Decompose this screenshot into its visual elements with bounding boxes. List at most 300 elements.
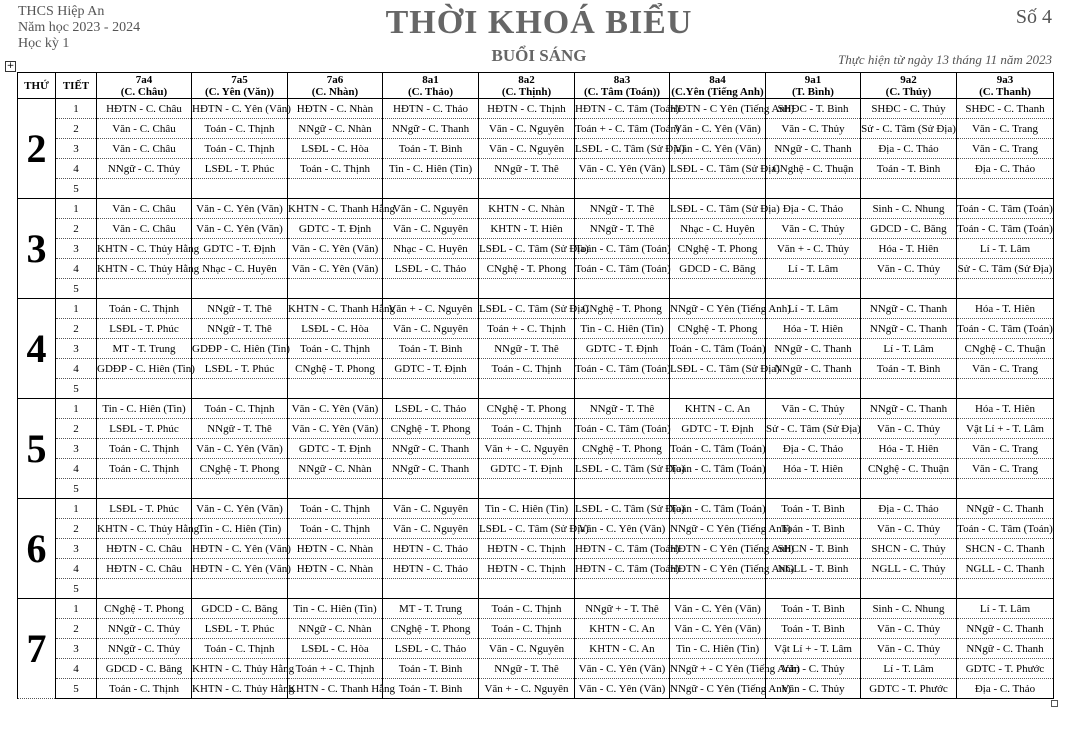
schedule-cell[interactable]: NNgữ - C Yên (Tiếng Anh) (670, 679, 766, 699)
schedule-cell[interactable]: Lí - T. Lâm (766, 259, 861, 279)
schedule-cell[interactable] (97, 279, 192, 299)
schedule-cell[interactable]: KHTN - C. An (670, 399, 766, 419)
schedule-cell[interactable]: Văn - C. Trang (957, 119, 1054, 139)
schedule-cell[interactable]: Lí - T. Lâm (957, 599, 1054, 619)
schedule-cell[interactable]: Sinh - C. Nhung (861, 199, 957, 219)
schedule-cell[interactable]: Toán - C. Tâm (Toán) (957, 319, 1054, 339)
schedule-cell[interactable]: Toán - T. Bình (861, 359, 957, 379)
schedule-cell[interactable]: Toán - C. Thịnh (479, 599, 575, 619)
schedule-cell[interactable]: Địa - C. Thảo (766, 439, 861, 459)
schedule-cell[interactable]: HĐTN - C. Yên (Văn) (192, 539, 288, 559)
schedule-cell[interactable]: Toán - C. Tâm (Toán) (670, 439, 766, 459)
schedule-cell[interactable]: SHĐC - C. Thủy (861, 99, 957, 119)
schedule-cell[interactable]: LSĐL - C. Hòa (288, 319, 383, 339)
schedule-cell[interactable]: KHTN - T. Hiên (479, 219, 575, 239)
schedule-cell[interactable] (479, 179, 575, 199)
schedule-cell[interactable]: Văn - C. Nguyên (479, 119, 575, 139)
schedule-cell[interactable]: HĐTN - C. Yên (Văn) (192, 559, 288, 579)
schedule-cell[interactable]: Toán - T. Bình (383, 679, 479, 699)
schedule-cell[interactable] (766, 279, 861, 299)
schedule-cell[interactable]: GDTC - T. Định (383, 359, 479, 379)
schedule-cell[interactable]: Văn + - C. Nguyên (479, 679, 575, 699)
schedule-cell[interactable]: CNghệ - C. Thuận (957, 339, 1054, 359)
schedule-cell[interactable]: LSĐL - T. Phúc (97, 319, 192, 339)
schedule-cell[interactable] (957, 579, 1054, 599)
schedule-cell[interactable]: NNgữ - C. Thanh (861, 319, 957, 339)
schedule-cell[interactable]: Văn - C. Yên (Văn) (288, 399, 383, 419)
schedule-cell[interactable]: Toán - T. Bình (383, 139, 479, 159)
schedule-cell[interactable]: KHTN - C. Thủy Hằng (97, 519, 192, 539)
schedule-cell[interactable]: KHTN - C. An (575, 619, 670, 639)
schedule-cell[interactable]: Toán - C. Thịnh (479, 619, 575, 639)
schedule-cell[interactable] (383, 279, 479, 299)
schedule-cell[interactable]: GDTC - T. Định (479, 459, 575, 479)
schedule-cell[interactable]: Địa - C. Thảo (861, 499, 957, 519)
schedule-cell[interactable]: LSĐL - C. Tâm (Sử Địa) (575, 499, 670, 519)
schedule-cell[interactable]: Văn - C. Trang (957, 359, 1054, 379)
schedule-cell[interactable]: GDTC - T. Định (288, 439, 383, 459)
schedule-cell[interactable] (766, 579, 861, 599)
schedule-cell[interactable]: Văn - C. Yên (Văn) (192, 219, 288, 239)
schedule-cell[interactable]: Toán - T. Bình (766, 499, 861, 519)
schedule-cell[interactable]: CNghệ - T. Phong (192, 459, 288, 479)
schedule-cell[interactable] (670, 579, 766, 599)
schedule-cell[interactable] (575, 479, 670, 499)
schedule-cell[interactable]: LSĐL - C. Tâm (Sử Địa) (670, 159, 766, 179)
schedule-cell[interactable]: Sinh - C. Nhung (861, 599, 957, 619)
schedule-cell[interactable] (670, 279, 766, 299)
schedule-cell[interactable]: MT - T. Trung (97, 339, 192, 359)
schedule-cell[interactable] (288, 179, 383, 199)
schedule-cell[interactable] (97, 179, 192, 199)
schedule-cell[interactable]: Toán - T. Bình (383, 339, 479, 359)
schedule-cell[interactable] (861, 179, 957, 199)
schedule-cell[interactable]: NNgữ - C Yên (Tiếng Anh) (670, 519, 766, 539)
schedule-cell[interactable]: CNghệ - T. Phong (575, 439, 670, 459)
schedule-cell[interactable]: GDCD - C. Băng (97, 659, 192, 679)
schedule-cell[interactable]: SHCN - C. Thủy (861, 539, 957, 559)
schedule-cell[interactable]: HĐTN - C. Châu (97, 99, 192, 119)
schedule-cell[interactable]: Văn - C. Châu (97, 199, 192, 219)
schedule-cell[interactable]: Văn - C. Yên (Văn) (288, 419, 383, 439)
schedule-cell[interactable] (957, 179, 1054, 199)
schedule-cell[interactable]: Văn - C. Thủy (861, 619, 957, 639)
schedule-cell[interactable] (383, 579, 479, 599)
schedule-cell[interactable]: KHTN - C. Nhàn (479, 199, 575, 219)
schedule-cell[interactable]: NNgữ - C. Nhàn (288, 459, 383, 479)
schedule-cell[interactable]: NNgữ - C. Thanh (383, 459, 479, 479)
schedule-cell[interactable] (383, 379, 479, 399)
schedule-cell[interactable]: HĐTN - C. Châu (97, 539, 192, 559)
schedule-cell[interactable]: GDTC - T. Phước (861, 679, 957, 699)
schedule-cell[interactable]: NGLL - C. Thanh (957, 559, 1054, 579)
schedule-cell[interactable]: NNgữ - T. Thê (192, 299, 288, 319)
schedule-cell[interactable]: Văn - C. Thủy (766, 679, 861, 699)
schedule-cell[interactable]: MT - T. Trung (383, 599, 479, 619)
schedule-cell[interactable]: SHĐC - T. Bình (766, 99, 861, 119)
schedule-cell[interactable]: Nhạc - C. Huyên (383, 239, 479, 259)
schedule-cell[interactable]: HĐTN - C. Nhàn (288, 559, 383, 579)
schedule-cell[interactable]: LSĐL - T. Phúc (192, 159, 288, 179)
schedule-cell[interactable]: LSĐL - T. Phúc (97, 419, 192, 439)
schedule-cell[interactable]: Toán - C. Tâm (Toán) (957, 219, 1054, 239)
schedule-cell[interactable]: SHCN - T. Bình (766, 539, 861, 559)
schedule-cell[interactable]: Toán - C. Thịnh (479, 419, 575, 439)
schedule-cell[interactable]: LSĐL - T. Phúc (192, 619, 288, 639)
schedule-cell[interactable]: Tin - C. Hiên (Tin) (97, 399, 192, 419)
schedule-cell[interactable]: Toán - C. Tâm (Toán) (575, 259, 670, 279)
schedule-cell[interactable]: NGLL - C. Thủy (861, 559, 957, 579)
schedule-cell[interactable]: LSĐL - C. Tâm (Sử Địa) (575, 139, 670, 159)
schedule-cell[interactable] (479, 479, 575, 499)
schedule-cell[interactable]: Hóa - T. Hiên (957, 299, 1054, 319)
schedule-cell[interactable]: Hóa - T. Hiên (957, 399, 1054, 419)
schedule-cell[interactable]: Văn + - C. Nguyên (479, 439, 575, 459)
schedule-cell[interactable] (861, 379, 957, 399)
schedule-cell[interactable] (192, 579, 288, 599)
schedule-cell[interactable]: Toán - C. Tâm (Toán) (957, 519, 1054, 539)
schedule-cell[interactable]: NNgữ - C. Thanh (766, 359, 861, 379)
schedule-cell[interactable]: HĐTN - C. Nhàn (288, 99, 383, 119)
schedule-cell[interactable]: HĐTN - C. Tâm (Toán) (575, 99, 670, 119)
schedule-cell[interactable]: Toán - C. Thịnh (192, 139, 288, 159)
schedule-cell[interactable]: NGLL - T. Bình (766, 559, 861, 579)
schedule-cell[interactable] (670, 479, 766, 499)
schedule-cell[interactable]: Văn - C. Thủy (766, 659, 861, 679)
schedule-cell[interactable]: HĐTN - C. Thảo (383, 539, 479, 559)
schedule-cell[interactable] (957, 479, 1054, 499)
table-resize-handle[interactable] (1051, 700, 1058, 707)
schedule-cell[interactable]: NNgữ - T. Thê (479, 659, 575, 679)
schedule-cell[interactable]: KHTN - C. Thanh Hằng (288, 199, 383, 219)
schedule-cell[interactable]: NNgữ - T. Thê (575, 219, 670, 239)
schedule-cell[interactable]: CNghệ - T. Phong (479, 399, 575, 419)
schedule-cell[interactable]: KHTN - C. Thủy Hằng (192, 679, 288, 699)
schedule-cell[interactable]: Vật Lí + - T. Lâm (766, 639, 861, 659)
schedule-cell[interactable] (192, 279, 288, 299)
schedule-cell[interactable]: Văn - C. Yên (Văn) (575, 679, 670, 699)
schedule-cell[interactable]: NNgữ - C. Nhàn (288, 119, 383, 139)
schedule-cell[interactable]: GDCD - C. Băng (861, 219, 957, 239)
schedule-cell[interactable]: Văn - C. Nguyên (479, 639, 575, 659)
schedule-cell[interactable]: HĐTN - C. Tâm (Toán) (575, 559, 670, 579)
schedule-cell[interactable] (575, 179, 670, 199)
schedule-cell[interactable]: Văn - C. Yên (Văn) (192, 499, 288, 519)
schedule-cell[interactable]: Văn - C. Yên (Văn) (192, 439, 288, 459)
schedule-cell[interactable]: Văn - C. Yên (Văn) (575, 659, 670, 679)
schedule-cell[interactable]: GDĐP - C. Hiên (Tin) (97, 359, 192, 379)
schedule-cell[interactable]: Văn - C. Châu (97, 219, 192, 239)
schedule-cell[interactable]: SHĐC - C. Thanh (957, 99, 1054, 119)
schedule-cell[interactable]: GDTC - T. Định (192, 239, 288, 259)
schedule-cell[interactable] (288, 479, 383, 499)
schedule-cell[interactable]: KHTN - C. Thủy Hằng (192, 659, 288, 679)
schedule-cell[interactable]: Tin - C. Hiên (Tin) (670, 639, 766, 659)
schedule-cell[interactable]: CNghệ - T. Phong (575, 299, 670, 319)
schedule-cell[interactable]: Văn - C. Thủy (766, 119, 861, 139)
schedule-cell[interactable]: CNghệ - C. Thuận (861, 459, 957, 479)
schedule-cell[interactable]: NNgữ - C. Thanh (383, 439, 479, 459)
schedule-cell[interactable] (670, 179, 766, 199)
schedule-cell[interactable]: CNghệ - T. Phong (288, 359, 383, 379)
schedule-cell[interactable]: LSĐL - C. Thảo (383, 399, 479, 419)
schedule-cell[interactable]: NNgữ - T. Thê (479, 339, 575, 359)
schedule-cell[interactable]: Tin - C. Hiên (Tin) (383, 159, 479, 179)
schedule-cell[interactable]: KHTN - C. Thủy Hằng (97, 259, 192, 279)
schedule-cell[interactable]: NNgữ + - C Yên (Tiếng Anh) (670, 659, 766, 679)
schedule-cell[interactable]: NNgữ - C. Thanh (957, 499, 1054, 519)
schedule-cell[interactable]: Toán - T. Bình (766, 519, 861, 539)
schedule-cell[interactable]: Sử - C. Tâm (Sử Địa) (957, 259, 1054, 279)
schedule-cell[interactable]: CNghệ - T. Phong (670, 239, 766, 259)
schedule-cell[interactable]: LSĐL - T. Phúc (97, 499, 192, 519)
schedule-cell[interactable]: Văn - C. Yên (Văn) (670, 599, 766, 619)
schedule-cell[interactable]: NNgữ - C. Nhàn (288, 619, 383, 639)
schedule-cell[interactable] (192, 479, 288, 499)
schedule-cell[interactable] (575, 279, 670, 299)
schedule-cell[interactable]: Văn - C. Yên (Văn) (288, 239, 383, 259)
schedule-cell[interactable]: Toán - C. Thịnh (192, 119, 288, 139)
schedule-cell[interactable]: Toán - C. Thịnh (288, 339, 383, 359)
schedule-cell[interactable]: NNgữ - T. Thê (192, 419, 288, 439)
schedule-cell[interactable]: Toán - T. Bình (766, 619, 861, 639)
schedule-cell[interactable] (766, 179, 861, 199)
schedule-cell[interactable]: LSĐL - T. Phúc (192, 359, 288, 379)
schedule-cell[interactable]: Toán - C. Tâm (Toán) (957, 199, 1054, 219)
schedule-cell[interactable]: Toán - C. Tâm (Toán) (575, 359, 670, 379)
schedule-cell[interactable]: Toán - C. Thịnh (97, 299, 192, 319)
schedule-cell[interactable]: HĐTN - C. Thảo (383, 99, 479, 119)
schedule-cell[interactable]: Lí - T. Lâm (861, 339, 957, 359)
schedule-cell[interactable]: LSĐL - C. Tâm (Sử Địa) (479, 299, 575, 319)
schedule-cell[interactable]: HĐTN - C. Thịnh (479, 539, 575, 559)
schedule-cell[interactable]: LSĐL - C. Tâm (Sử Địa) (670, 199, 766, 219)
schedule-cell[interactable]: Văn - C. Nguyên (383, 319, 479, 339)
schedule-cell[interactable]: Toán - C. Thịnh (288, 499, 383, 519)
schedule-cell[interactable]: Toán - C. Thịnh (97, 679, 192, 699)
schedule-cell[interactable]: KHTN - C. Thanh Hằng (288, 299, 383, 319)
table-move-handle-icon[interactable]: + (6, 61, 15, 71)
schedule-cell[interactable]: CNghệ - T. Phong (97, 599, 192, 619)
schedule-cell[interactable]: HĐTN - C Yên (Tiếng Anh) (670, 99, 766, 119)
schedule-cell[interactable] (97, 579, 192, 599)
schedule-cell[interactable]: Địa - C. Thảo (766, 199, 861, 219)
schedule-cell[interactable]: Toán - C. Tâm (Toán) (670, 339, 766, 359)
schedule-cell[interactable]: Văn - C. Thủy (766, 399, 861, 419)
schedule-cell[interactable]: CNghệ - T. Phong (383, 619, 479, 639)
schedule-cell[interactable]: HĐTN - C Yên (Tiếng Anh) (670, 539, 766, 559)
schedule-cell[interactable] (957, 379, 1054, 399)
schedule-cell[interactable]: Hóa - T. Hiên (861, 239, 957, 259)
schedule-cell[interactable] (383, 179, 479, 199)
schedule-cell[interactable]: HĐTN - C. Thịnh (479, 99, 575, 119)
schedule-cell[interactable]: Văn - C. Yên (Văn) (670, 119, 766, 139)
schedule-cell[interactable]: Toán - T. Bình (766, 599, 861, 619)
schedule-cell[interactable]: Sử - C. Tâm (Sử Địa) (861, 119, 957, 139)
schedule-cell[interactable]: NNgữ - T. Thê (192, 319, 288, 339)
schedule-cell[interactable]: Văn - C. Yên (Văn) (288, 259, 383, 279)
schedule-cell[interactable]: Văn - C. Châu (97, 139, 192, 159)
schedule-cell[interactable]: GDTC - T. Định (288, 219, 383, 239)
schedule-cell[interactable]: CNghệ - T. Phong (479, 259, 575, 279)
schedule-cell[interactable]: Toán - C. Tâm (Toán) (575, 419, 670, 439)
schedule-cell[interactable]: NNgữ + - T. Thê (575, 599, 670, 619)
schedule-cell[interactable]: HĐTN - C. Châu (97, 559, 192, 579)
schedule-cell[interactable]: Nhạc - C. Huyên (192, 259, 288, 279)
schedule-cell[interactable] (288, 579, 383, 599)
schedule-cell[interactable]: Văn - C. Nguyên (383, 519, 479, 539)
schedule-cell[interactable]: LSĐL - C. Thảo (383, 259, 479, 279)
schedule-cell[interactable]: Toán - C. Thịnh (288, 159, 383, 179)
schedule-cell[interactable]: HĐTN - C. Yên (Văn) (192, 99, 288, 119)
schedule-cell[interactable]: Toán - C. Thịnh (97, 439, 192, 459)
schedule-cell[interactable]: HĐTN - C. Thịnh (479, 559, 575, 579)
schedule-cell[interactable]: HĐTN - C. Thảo (383, 559, 479, 579)
schedule-cell[interactable]: Toán - C. Thịnh (97, 459, 192, 479)
schedule-cell[interactable]: KHTN - C. Thanh Hằng (288, 679, 383, 699)
schedule-cell[interactable]: Văn - C. Yên (Văn) (575, 519, 670, 539)
schedule-cell[interactable]: LSĐL - C. Tâm (Sử Địa) (670, 359, 766, 379)
schedule-cell[interactable]: Toán - C. Thịnh (479, 359, 575, 379)
schedule-cell[interactable]: Văn - C. Nguyên (383, 499, 479, 519)
schedule-cell[interactable] (766, 479, 861, 499)
schedule-cell[interactable]: Văn - C. Yên (Văn) (670, 619, 766, 639)
schedule-cell[interactable]: Văn - C. Thủy (861, 639, 957, 659)
schedule-cell[interactable]: LSĐL - C. Tâm (Sử Địa) (479, 519, 575, 539)
schedule-cell[interactable]: Văn - C. Châu (97, 119, 192, 139)
schedule-cell[interactable]: KHTN - C. Thủy Hằng (97, 239, 192, 259)
schedule-cell[interactable]: LSĐL - C. Hòa (288, 639, 383, 659)
schedule-cell[interactable]: LSĐL - C. Tâm (Sử Địa) (479, 239, 575, 259)
schedule-cell[interactable]: Địa - C. Thảo (861, 139, 957, 159)
schedule-cell[interactable]: LSĐL - C. Tâm (Sử Địa) (575, 459, 670, 479)
schedule-cell[interactable]: GDCD - C. Băng (670, 259, 766, 279)
schedule-cell[interactable]: KHTN - C. An (575, 639, 670, 659)
schedule-cell[interactable] (861, 579, 957, 599)
schedule-cell[interactable]: CNghệ - T. Phong (670, 319, 766, 339)
schedule-cell[interactable]: NNgữ - C. Thanh (766, 339, 861, 359)
schedule-cell[interactable]: Toán - C. Thịnh (192, 639, 288, 659)
schedule-cell[interactable]: NNgữ - C Yên (Tiếng Anh) (670, 299, 766, 319)
schedule-cell[interactable]: GDCD - C. Băng (192, 599, 288, 619)
schedule-cell[interactable]: Hóa - T. Hiên (861, 439, 957, 459)
schedule-cell[interactable]: CNghệ - C. Thuận (766, 159, 861, 179)
schedule-cell[interactable]: GDTC - T. Phước (957, 659, 1054, 679)
schedule-cell[interactable]: Văn - C. Nguyên (383, 199, 479, 219)
schedule-cell[interactable]: Lí - T. Lâm (861, 659, 957, 679)
schedule-cell[interactable]: Văn - C. Trang (957, 139, 1054, 159)
schedule-cell[interactable]: Lí - T. Lâm (957, 239, 1054, 259)
schedule-cell[interactable] (97, 479, 192, 499)
schedule-cell[interactable]: NNgữ - C. Thanh (861, 299, 957, 319)
schedule-cell[interactable] (861, 279, 957, 299)
schedule-cell[interactable]: Văn - C. Trang (957, 439, 1054, 459)
schedule-cell[interactable]: NNgữ - C. Thanh (383, 119, 479, 139)
schedule-cell[interactable]: Văn + - C. Thủy (766, 239, 861, 259)
schedule-cell[interactable]: NNgữ - T. Thê (575, 399, 670, 419)
schedule-cell[interactable]: Lí - T. Lâm (766, 299, 861, 319)
schedule-cell[interactable]: NNgữ - C. Thanh (957, 639, 1054, 659)
schedule-cell[interactable]: Địa - C. Thảo (957, 159, 1054, 179)
schedule-cell[interactable]: Văn - C. Thủy (766, 219, 861, 239)
schedule-cell[interactable]: CNghệ - T. Phong (383, 419, 479, 439)
schedule-cell[interactable]: Tin - C. Hiên (Tin) (192, 519, 288, 539)
schedule-cell[interactable]: Văn - C. Nguyên (479, 139, 575, 159)
schedule-cell[interactable]: Toán - C. Tâm (Toán) (670, 499, 766, 519)
schedule-cell[interactable]: Toán - T. Bình (383, 659, 479, 679)
schedule-cell[interactable]: GDĐP - C. Hiên (Tin) (192, 339, 288, 359)
schedule-cell[interactable]: Vật Lí + - T. Lâm (957, 419, 1054, 439)
schedule-cell[interactable]: NNgữ - C. Thủy (97, 619, 192, 639)
schedule-cell[interactable]: Địa - C. Thảo (957, 679, 1054, 699)
schedule-cell[interactable]: Toán - C. Tâm (Toán) (670, 459, 766, 479)
schedule-cell[interactable]: NNgữ - C. Thủy (97, 159, 192, 179)
schedule-cell[interactable]: Văn - C. Yên (Văn) (575, 159, 670, 179)
schedule-cell[interactable]: LSĐL - C. Hòa (288, 139, 383, 159)
schedule-cell[interactable]: Toán - T. Bình (861, 159, 957, 179)
schedule-cell[interactable] (97, 379, 192, 399)
schedule-cell[interactable] (575, 579, 670, 599)
schedule-cell[interactable]: HĐTN - C. Nhàn (288, 539, 383, 559)
schedule-cell[interactable]: Tin - C. Hiên (Tin) (288, 599, 383, 619)
schedule-cell[interactable]: Văn - C. Thủy (861, 419, 957, 439)
schedule-cell[interactable]: Toán - C. Tâm (Toán) (575, 239, 670, 259)
schedule-cell[interactable] (957, 279, 1054, 299)
schedule-cell[interactable]: HĐTN - C. Tâm (Toán) (575, 539, 670, 559)
schedule-cell[interactable] (766, 379, 861, 399)
schedule-cell[interactable]: NNgữ - C. Thanh (766, 139, 861, 159)
schedule-cell[interactable] (670, 379, 766, 399)
schedule-cell[interactable] (861, 479, 957, 499)
schedule-cell[interactable] (288, 279, 383, 299)
schedule-cell[interactable] (192, 379, 288, 399)
schedule-cell[interactable]: Văn + - C. Nguyên (383, 299, 479, 319)
schedule-cell[interactable]: Văn - C. Trang (957, 459, 1054, 479)
schedule-cell[interactable] (479, 379, 575, 399)
schedule-cell[interactable]: Toán - C. Thịnh (288, 519, 383, 539)
schedule-cell[interactable] (575, 379, 670, 399)
schedule-cell[interactable]: Văn - C. Yên (Văn) (192, 199, 288, 219)
schedule-cell[interactable]: Văn - C. Nguyên (383, 219, 479, 239)
schedule-cell[interactable]: SHCN - C. Thanh (957, 539, 1054, 559)
schedule-cell[interactable] (288, 379, 383, 399)
schedule-cell[interactable] (479, 579, 575, 599)
schedule-cell[interactable] (479, 279, 575, 299)
schedule-cell[interactable]: Tin - C. Hiên (Tin) (479, 499, 575, 519)
schedule-cell[interactable]: NNgữ - T. Thê (575, 199, 670, 219)
schedule-cell[interactable]: Văn - C. Thủy (861, 519, 957, 539)
schedule-cell[interactable]: NNgữ - C. Thanh (957, 619, 1054, 639)
schedule-cell[interactable]: Nhạc - C. Huyên (670, 219, 766, 239)
schedule-cell[interactable]: Tin - C. Hiên (Tin) (575, 319, 670, 339)
schedule-cell[interactable]: Sử - C. Tâm (Sử Địa) (766, 419, 861, 439)
schedule-cell[interactable]: HĐTN - C Yên (Tiếng Anh) (670, 559, 766, 579)
schedule-cell[interactable]: Hóa - T. Hiên (766, 319, 861, 339)
schedule-cell[interactable]: NNgữ - T. Thê (479, 159, 575, 179)
schedule-cell[interactable]: Văn - C. Yên (Văn) (670, 139, 766, 159)
schedule-cell[interactable]: GDTC - T. Định (670, 419, 766, 439)
schedule-cell[interactable]: GDTC - T. Định (575, 339, 670, 359)
schedule-cell[interactable]: Toán + - C. Thịnh (288, 659, 383, 679)
schedule-cell[interactable]: NNgữ - C. Thanh (861, 399, 957, 419)
schedule-cell[interactable]: Toán + - C. Tâm (Toán) (575, 119, 670, 139)
schedule-cell[interactable]: Văn - C. Thủy (861, 259, 957, 279)
schedule-cell[interactable] (192, 179, 288, 199)
schedule-cell[interactable]: LSĐL - C. Thảo (383, 639, 479, 659)
schedule-cell[interactable]: Toán + - C. Thịnh (479, 319, 575, 339)
schedule-cell[interactable] (383, 479, 479, 499)
schedule-cell[interactable]: NNgữ - C. Thủy (97, 639, 192, 659)
